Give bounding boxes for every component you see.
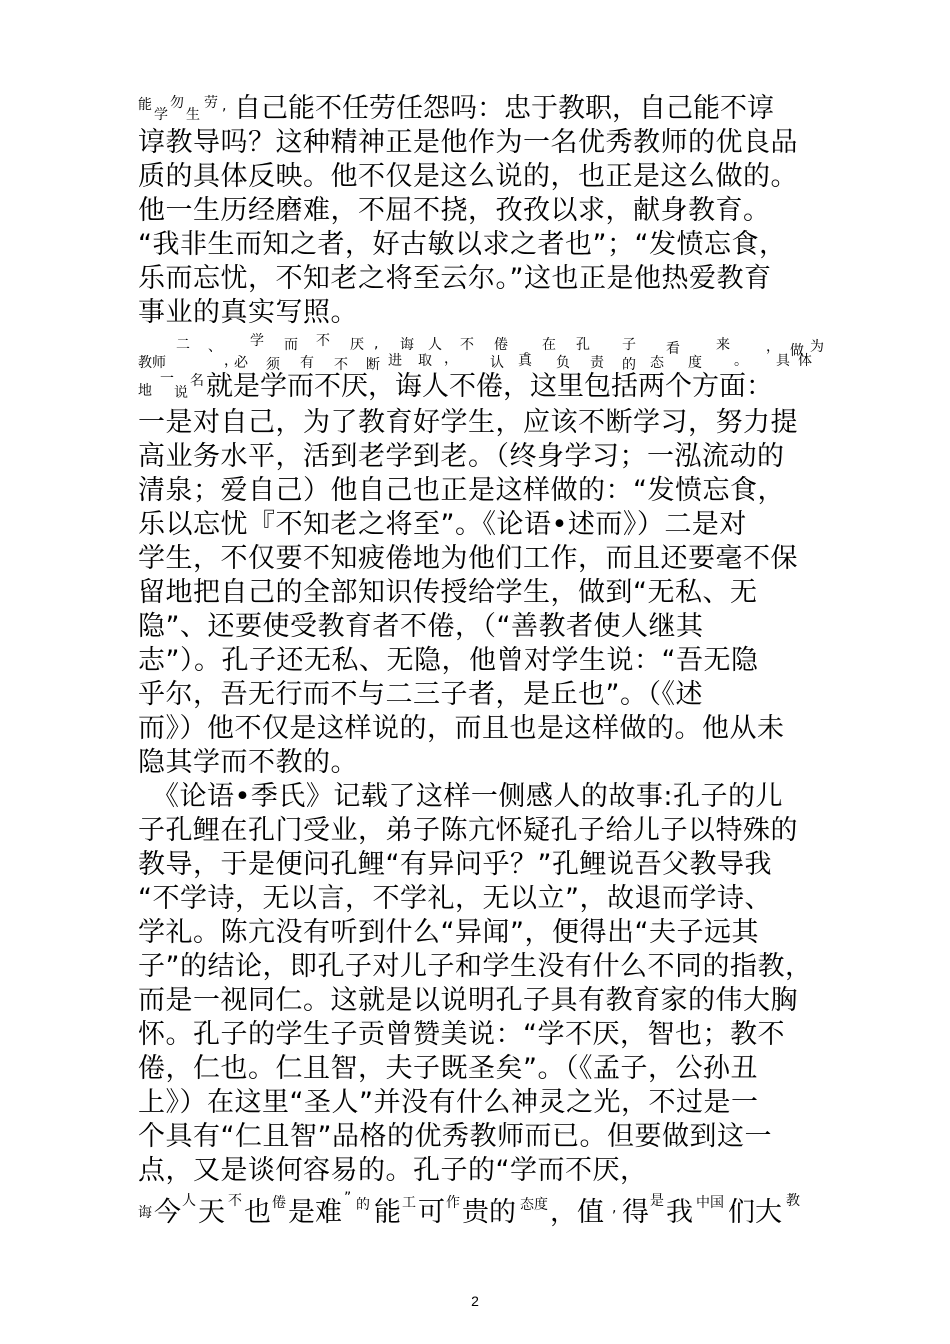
upper-char: 人: [428, 337, 442, 353]
mixed-small-line: [138, 330, 838, 373]
lower-char: 必: [234, 355, 248, 371]
large-char: 我: [666, 1197, 693, 1228]
small-char: 诲: [138, 1205, 152, 1221]
text-line: 点，又是谈何容易的。孔子的“学而不厌，: [138, 1155, 648, 1186]
upper-char: 子: [622, 337, 636, 353]
lower-char: 教师: [138, 355, 166, 371]
text-line: “我非生而知之者，好古敏以求之者也”；“发愤忘食，: [138, 229, 787, 260]
lower-char: 真: [518, 353, 532, 369]
lower-char: 具: [776, 353, 790, 369]
small-char: 名: [190, 373, 204, 389]
text-line: 谆教导吗？这种精神正是他作为一名优秀教师的优良品: [138, 127, 798, 158]
text-line: 上》）在这里“圣人”并没有什么神灵之光，不过是一: [138, 1087, 759, 1118]
text-line: 倦，仁也。仁且智，夫子既圣矣”。（《孟子，公孙丑: [138, 1053, 758, 1084]
lower-char: ，: [224, 353, 238, 369]
lower-char: ，: [444, 351, 458, 367]
small-char: ,: [612, 1200, 617, 1216]
upper-char: 不: [316, 333, 330, 349]
upper-char: 学: [250, 333, 264, 349]
text-line: 子”的结论，即孔子对儿子和学生没有什么不同的指教，: [138, 951, 813, 982]
upper-char: 而: [284, 337, 298, 353]
top-small-char: 能: [138, 97, 152, 113]
lower-char: 。: [734, 353, 748, 369]
upper-char: ,: [374, 336, 379, 352]
small-char: 教: [786, 1193, 800, 1209]
lower-char: 度: [688, 355, 702, 371]
text-line: 他一生历经磨难，不屈不挠，孜孜以求，献身教育。: [138, 195, 771, 226]
upper-char: 不: [460, 337, 474, 353]
text-line: 教导，于是便问孔鲤“有异问乎？”孔鲤说吾父教导我: [138, 849, 772, 880]
upper-char: 孔: [576, 337, 590, 353]
text-line: 留地把自己的全部知识传授给学生，做到“无私、无: [138, 577, 758, 608]
text-line: 乐而忘忧，不知老之将至云尔。”这也正是他热爱教育: [138, 263, 772, 294]
large-char: 能: [374, 1197, 401, 1228]
small-char: 说: [174, 385, 188, 401]
upper-char: 厌: [350, 337, 364, 353]
top-line: [138, 88, 838, 128]
large-char: 贵的: [462, 1197, 516, 1228]
text-line: 质的具体反映。他不仅是这么说的，也正是这么做的。: [138, 161, 798, 192]
lower-char: 的: [622, 357, 636, 373]
bottom-line: [138, 1190, 838, 1234]
top-small-char: ,: [222, 98, 227, 114]
large-char: 们大: [728, 1197, 782, 1228]
large-char: 也: [244, 1197, 271, 1228]
small-char: 工: [402, 1195, 416, 1211]
large-char: 可: [418, 1197, 445, 1228]
text-line: 学礼。陈亢没有听到什么“异闻”，便得出“夫子远其: [138, 917, 759, 948]
text-line: 而是一视同仁。这就是以说明孔子具有教育家的伟大胸: [138, 985, 798, 1016]
small-char: 作: [446, 1195, 460, 1211]
second-line: [138, 366, 838, 406]
small-char: ”: [344, 1190, 352, 1206]
text-line: 学生，不仅要不知疲倦地为他们工作，而且还要毫不保: [138, 543, 798, 574]
page-number: 2: [471, 1293, 479, 1309]
small-char: 是: [650, 1193, 664, 1209]
lower-char: 责: [590, 355, 604, 371]
small-char: 的: [356, 1197, 370, 1213]
text-line: 隐其学而不教的。: [138, 747, 358, 778]
small-char: 态度: [520, 1197, 548, 1213]
upper-char: 为: [810, 339, 824, 355]
small-char: 人: [182, 1193, 196, 1209]
lower-char: 须: [266, 357, 280, 373]
lower-char: 体: [798, 353, 812, 369]
lower-char: 不: [334, 357, 348, 373]
top-small-char: 劳: [204, 95, 218, 111]
large-char: 是难: [288, 1197, 342, 1228]
upper-char: 二: [176, 337, 190, 353]
upper-char: 来: [716, 337, 730, 353]
top-small-char: 勿: [170, 95, 184, 111]
text-line: 怀。孔子的学生子贡曾赞美说：“学不厌，智也；教不: [138, 1019, 785, 1050]
top-line-text: 自己能不任劳任怨吗：忠于教职，自己能不谆: [234, 93, 774, 124]
top-small-char: 生: [186, 107, 200, 123]
lower-char: 断: [366, 357, 380, 373]
text-line: 乎尔，吾无行而不与二三子者，是丘也”。（《述: [138, 679, 703, 710]
text-line: “不学诗，无以言，不学礼，无以立”，故退而学诗、: [138, 883, 772, 914]
second-line-text: 就是学而不厌，诲人不倦，这里包括两个方面：: [206, 371, 773, 402]
upper-char: ，: [766, 339, 780, 355]
text-line: 乐以忘忧『不知老之将至”。《论语•述而》）二是对: [138, 509, 747, 540]
text-line: 个具有“仁且智”品格的优秀教师而已。但要做到这一: [138, 1121, 772, 1152]
text-line: 《论语•季氏》记载了这样一侧感人的故事:孔子的儿: [152, 781, 784, 812]
lower-char: 取: [418, 353, 432, 369]
upper-char: 做: [790, 343, 804, 359]
text-line: 子孔鲤在孔门受业，弟子陈亢怀疑孔子给儿子以特殊的: [138, 815, 798, 846]
lower-char: 进: [388, 353, 402, 369]
upper-char: 、: [208, 339, 222, 355]
upper-char: 在: [542, 337, 556, 353]
large-char: ，值: [550, 1197, 604, 1228]
lower-char: 态: [650, 355, 664, 371]
small-char: 中国: [696, 1195, 724, 1211]
text-line: 高业务水平，活到老学到老。（终身学习；一泓流动的: [138, 441, 785, 472]
lower-char: 认: [490, 355, 504, 371]
text-line: 一是对自己，为了教育好学生，应该不断学习，努力提: [138, 407, 798, 438]
text-line: 隐”、还要使受教育者不倦，（“善教者使人继其: [138, 611, 704, 642]
lower-char: 负: [556, 355, 570, 371]
large-char: 今: [154, 1197, 181, 1228]
large-char: 天: [198, 1197, 225, 1228]
text-line: 清泉；爱自己）他自己也正是这样做的：“发愤忘食，: [138, 475, 785, 506]
upper-char: 看: [666, 341, 680, 357]
small-char: 一: [160, 371, 174, 387]
small-char: 不: [228, 1193, 242, 1209]
text-line: 事业的真实写照。: [138, 297, 358, 328]
lower-char: 有: [300, 355, 314, 371]
top-small-char: 学: [154, 107, 168, 123]
text-line: 而》）他不仅是这样说的，而且也是这样做的。他从未: [138, 713, 785, 744]
small-char: 地: [138, 383, 152, 399]
small-char: 倦: [272, 1195, 286, 1211]
upper-char: 。: [524, 343, 538, 359]
text-line: 志”）。孔子还无私、无隐，他曾对学生说：“吾无隐: [138, 645, 759, 676]
large-char: 得: [622, 1197, 649, 1228]
upper-char: 倦: [494, 337, 508, 353]
upper-char: 诲: [400, 337, 414, 353]
